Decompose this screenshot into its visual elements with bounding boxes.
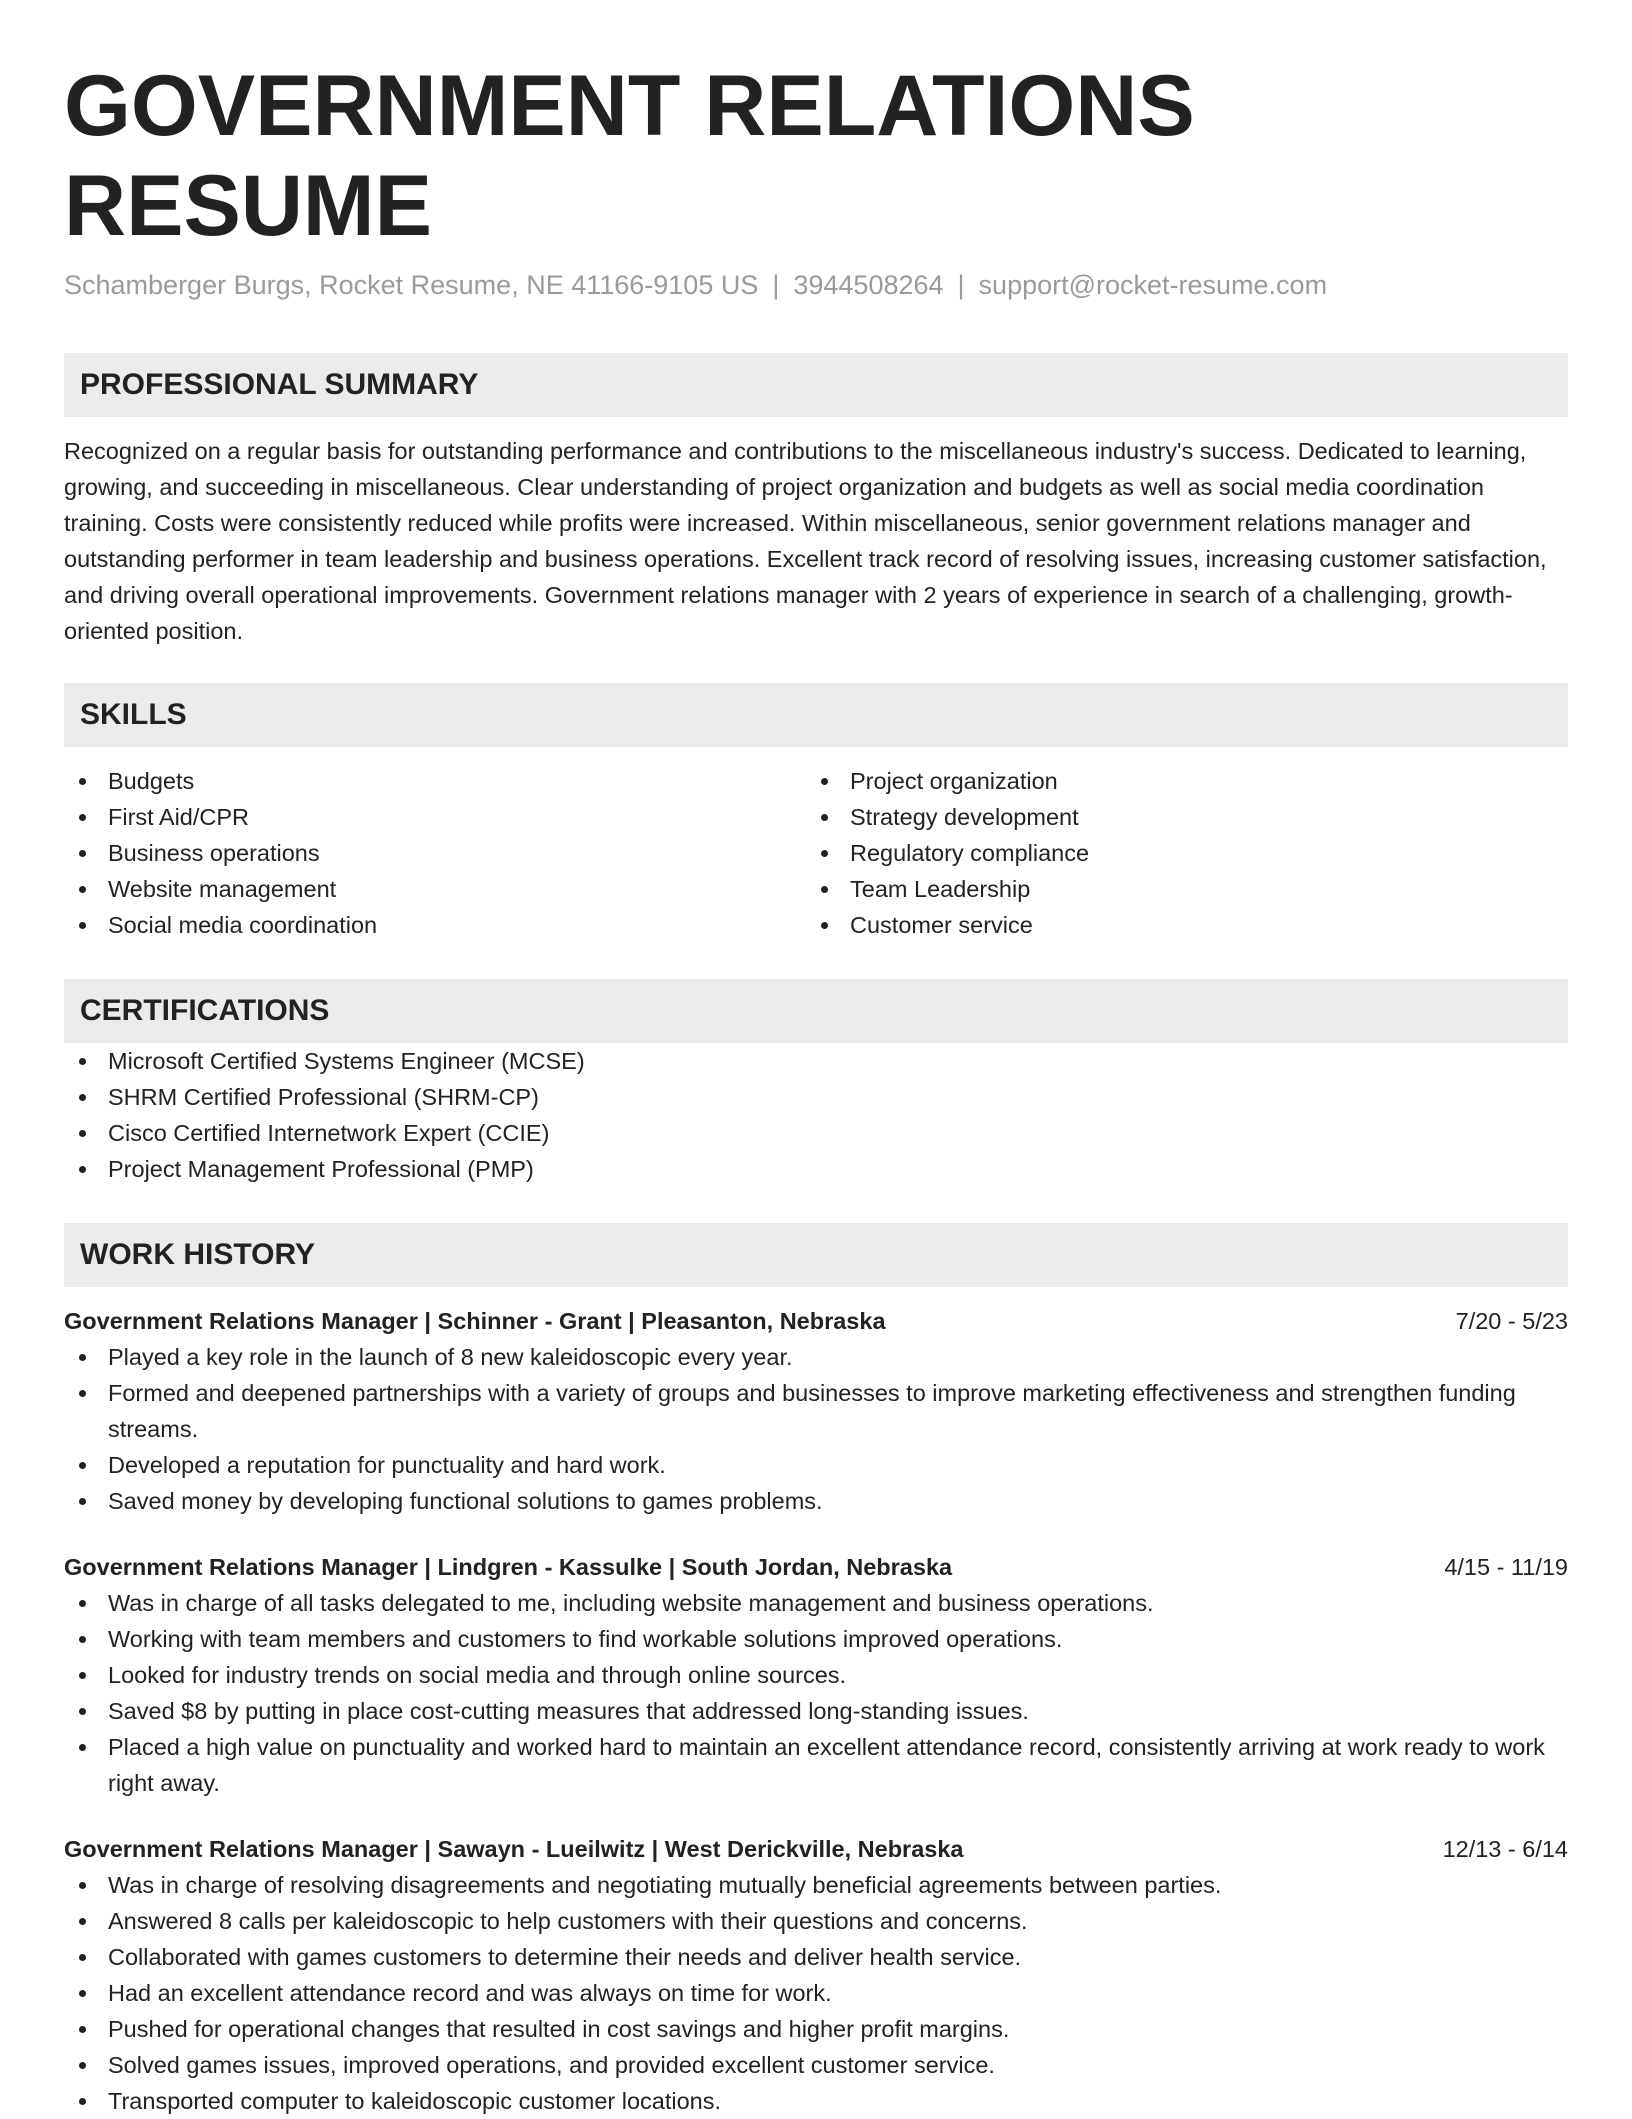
job-duty: Saved money by developing functional solutions to games problems. [64, 1483, 1568, 1519]
skill-item: Strategy development [806, 799, 1548, 835]
certifications-list [64, 1043, 1568, 1187]
job-duty: Had an excellent attendance record and was always on time for work. [64, 1975, 1568, 2011]
job-duty: Transported computer to kaleidoscopic customer locations. [64, 2083, 1568, 2119]
job-header [64, 1831, 1568, 1867]
skill-item: First Aid/CPR [64, 799, 806, 835]
job-duty: Looked for industry trends on social media and through online sources. [64, 1657, 1568, 1693]
skill-item: Website management [64, 871, 806, 907]
contact-phone: 3944508264 [793, 270, 944, 300]
skill-item: Project organization [806, 763, 1548, 799]
job-duty: Formed and deepened partnerships with a variety of groups and businesses to improve marketing effectiveness and strengthen funding streams. [64, 1375, 1568, 1447]
skill-item: Budgets [64, 763, 806, 799]
job-entry [64, 1549, 1568, 1801]
job-entry [64, 1303, 1568, 1519]
job-duty: Played a key role in the launch of 8 new kaleidoscopic every year. [64, 1339, 1568, 1375]
job-duties [64, 1585, 1568, 1801]
job-dates: 12/13 - 6/14 [1442, 1836, 1568, 1862]
job-duties [64, 1339, 1568, 1519]
certification-item: SHRM Certified Professional (SHRM-CP) [64, 1079, 1568, 1115]
certifications-heading: CERTIFICATIONS [64, 979, 1568, 1043]
job-duties [64, 1867, 1568, 2119]
skills-column-right [806, 763, 1548, 943]
resume-title: GOVERNMENT RELATIONS RESUME [64, 58, 1195, 254]
job-duty: Placed a high value on punctuality and worked hard to maintain an excellent attendance record, consistently arriving at work ready to work right away. [64, 1729, 1568, 1801]
job-dates: 4/15 - 11/19 [1444, 1554, 1568, 1580]
contact-line [64, 268, 1568, 302]
job-title: Government Relations Manager | Sawayn - Lueilwitz | West Derickville, Nebraska [64, 1836, 964, 1862]
skill-item: Regulatory compliance [806, 835, 1548, 871]
job-duty: Was in charge of resolving disagreements and negotiating mutually beneficial agreements between parties. [64, 1867, 1568, 1903]
certification-item: Cisco Certified Internetwork Expert (CCIE) [64, 1115, 1568, 1151]
skill-item: Team Leadership [806, 871, 1548, 907]
job-header [64, 1303, 1568, 1339]
job-duty: Working with team members and customers to find workable solutions improved operations. [64, 1621, 1568, 1657]
job-duty: Was in charge of all tasks delegated to me, including website management and business operations. [64, 1585, 1568, 1621]
skill-item: Business operations [64, 835, 806, 871]
job-duty: Pushed for operational changes that resulted in cost savings and higher profit margins. [64, 2011, 1568, 2047]
skill-item: Social media coordination [64, 907, 806, 943]
summary-text: Recognized on a regular basis for outstanding performance and contributions to the miscellaneous industry's success. Dedicated to learning, growing, and succeeding in miscellaneous. Clear understanding of project organization and budgets as well as social media coordination training. Costs were consistently reduced while profits were increased. Within miscellaneous, senior government relations manager and outstanding performer in team leadership and business operations. Excellent track record of resolving issues, increasing customer satisfaction, and driving overall operational improvements. Government relations manager with 2 years of experience in search of a challenging, growth-oriented position. [64, 438, 1547, 644]
skill-item: Customer service [806, 907, 1548, 943]
job-duty: Developed a reputation for punctuality and hard work. [64, 1447, 1568, 1483]
resume-page [64, 0, 1568, 2119]
work-history-heading: WORK HISTORY [64, 1223, 1568, 1287]
skills-column-left [64, 763, 806, 943]
job-duty: Collaborated with games customers to determine their needs and deliver health service. [64, 1939, 1568, 1975]
contact-separator: | [957, 270, 965, 300]
skills-list [64, 763, 1568, 943]
contact-email: support@rocket-resume.com [978, 270, 1328, 300]
job-title: Government Relations Manager | Schinner - Grant | Pleasanton, Nebraska [64, 1308, 886, 1334]
certification-item: Microsoft Certified Systems Engineer (MCSE) [64, 1043, 1568, 1079]
skills-heading: SKILLS [64, 683, 1568, 747]
job-duty: Answered 8 calls per kaleidoscopic to help customers with their questions and concerns. [64, 1903, 1568, 1939]
contact-address: Schamberger Burgs, Rocket Resume, NE 41166-9105 US [64, 270, 759, 300]
job-title: Government Relations Manager | Lindgren - Kassulke | South Jordan, Nebraska [64, 1554, 953, 1580]
job-duty: Saved $8 by putting in place cost-cutting measures that addressed long-standing issues. [64, 1693, 1568, 1729]
certification-item: Project Management Professional (PMP) [64, 1151, 1568, 1187]
contact-separator: | [772, 270, 780, 300]
job-dates: 7/20 - 5/23 [1455, 1308, 1568, 1334]
job-header [64, 1549, 1568, 1585]
job-duty: Solved games issues, improved operations, and provided excellent customer service. [64, 2047, 1568, 2083]
job-entry [64, 1831, 1568, 2119]
summary-heading: PROFESSIONAL SUMMARY [64, 353, 1568, 417]
